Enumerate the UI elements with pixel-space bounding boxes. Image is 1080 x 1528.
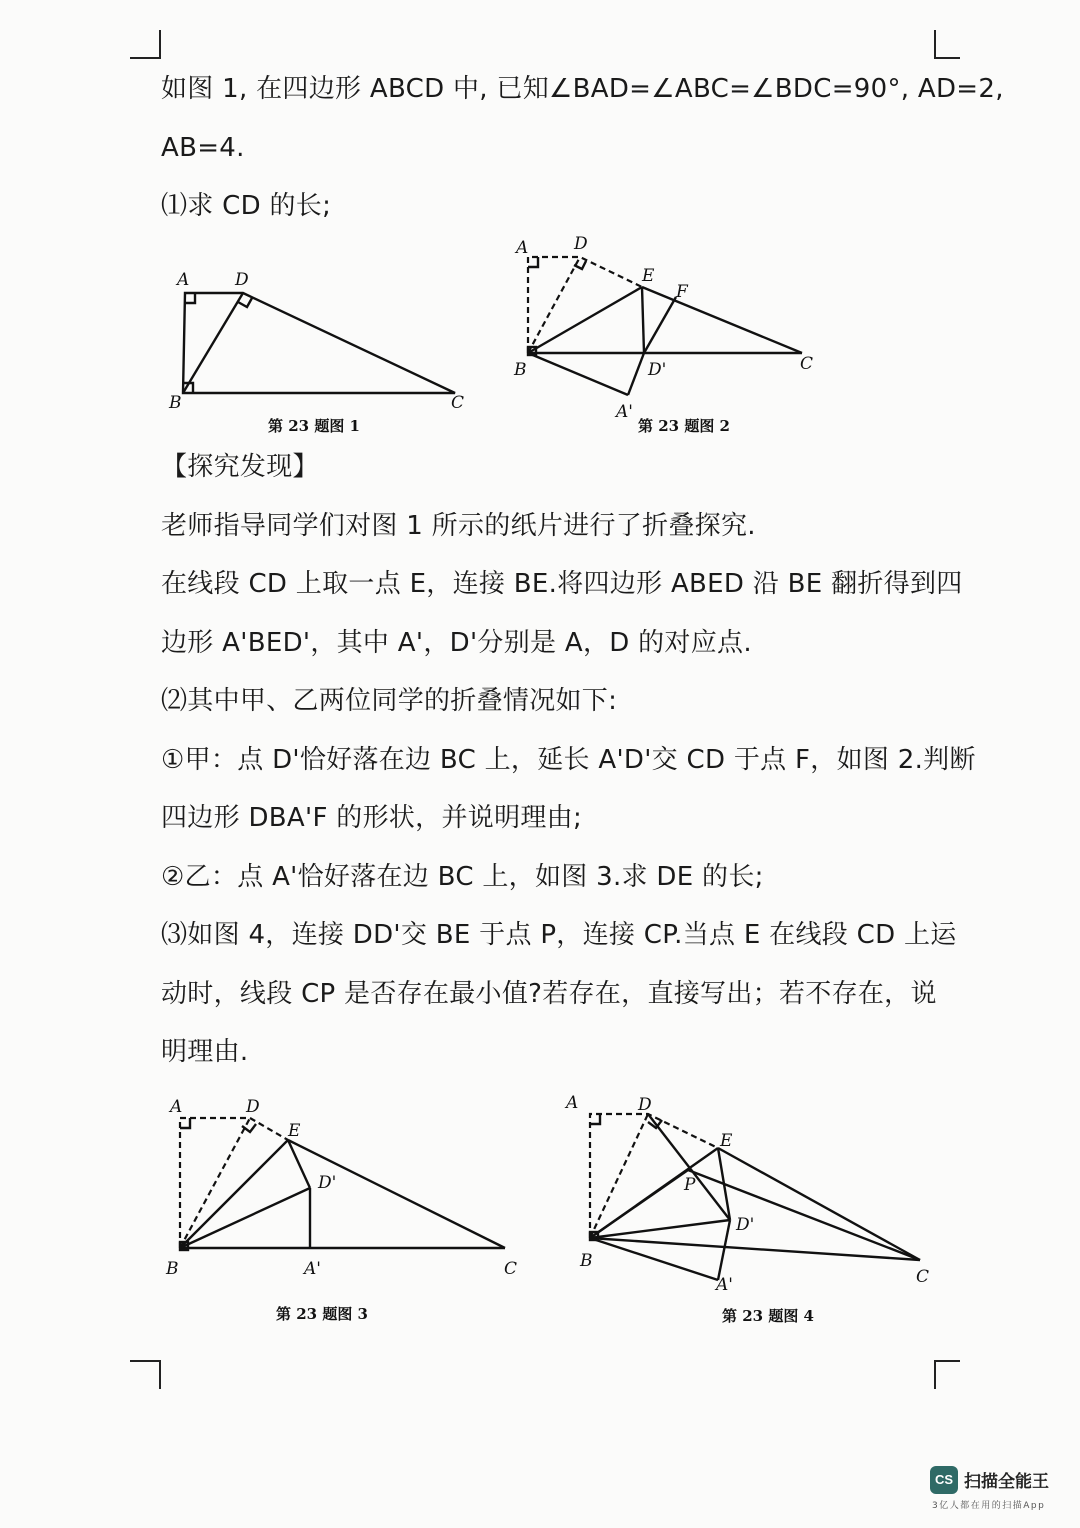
section-title: 【探究发现】 (161, 452, 319, 482)
body-line-3: 边形 A'BED'，其中 A'，D'分别是 A，D 的对应点. (161, 627, 752, 658)
fig3-label-D: D (246, 1097, 260, 1117)
fig2-label-C: C (800, 354, 814, 374)
question-2-1-line-1: ①甲：点 D'恰好落在边 BC 上，延长 A'D'交 CD 于点 F，如图 2.判断 (161, 744, 976, 775)
crop-mark-bottom-right (930, 1355, 970, 1395)
fig2-label-A1: A' (616, 402, 633, 422)
fig4-caption: 第 23 题图 4 (722, 1307, 814, 1325)
fig2-label-A: A (516, 238, 529, 258)
body-line-2: 在线段 CD 上取一点 E，连接 BE.将四边形 ABED 沿 BE 翻折得到四 (161, 569, 963, 599)
fig1-caption: 第 23 题图 1 (268, 417, 360, 435)
figure-3 (160, 1090, 530, 1280)
question-3-line-1: ⑶如图 4，连接 DD'交 BE 于点 P，连接 CP.当点 E 在线段 CD 上运 (161, 920, 957, 950)
problem-intro (161, 60, 1004, 236)
fig2-label-D: D (574, 234, 588, 254)
scanner-watermark (930, 1466, 1070, 1514)
brand-name: 扫描全能王 (964, 1472, 1049, 1492)
fig2-label-F: F (676, 282, 688, 302)
fig1-label-D: D (235, 270, 249, 290)
cs-logo-icon: CS (930, 1466, 958, 1494)
fig3-label-A1: A' (304, 1259, 321, 1279)
fig4-label-C: C (916, 1267, 930, 1287)
fig3-label-E: E (288, 1121, 301, 1141)
fig4-label-A: A (566, 1093, 579, 1113)
body-line-1: 老师指导同学们对图 1 所示的纸片进行了折叠探究. (161, 510, 756, 541)
brand-tagline: 3亿人都在用的扫描App (932, 1501, 1046, 1511)
fig4-label-B: B (580, 1251, 593, 1271)
fig1-label-A: A (177, 270, 190, 290)
fig3-caption: 第 23 题图 3 (276, 1305, 368, 1323)
fig2-label-E: E (642, 266, 655, 286)
question-3-line-3: 明理由. (161, 1037, 249, 1067)
figure-2 (510, 235, 830, 425)
fig3-label-D1: D' (318, 1173, 337, 1193)
fig2-caption: 第 23 题图 2 (638, 417, 730, 435)
question-2-2: ②乙：点 A'恰好落在边 BC 上，如图 3.求 DE 的长; (161, 861, 764, 892)
fig4-label-A1: A' (716, 1275, 733, 1295)
question-3-line-2: 动时，线段 CP 是否存在最小值?若存在，直接写出；若不存在，说 (161, 978, 937, 1009)
fig1-label-B: B (169, 393, 182, 413)
fig3-label-B: B (166, 1259, 179, 1279)
question-2: ⑵其中甲、乙两位同学的折叠情况如下: (161, 686, 618, 716)
crop-mark-bottom-left (130, 1355, 170, 1395)
intro-line-2: AB=4. (161, 132, 245, 163)
fig4-label-P: P (684, 1175, 696, 1195)
fig4-label-D: D (638, 1095, 652, 1115)
question-2-1-line-2: 四边形 DBA'F 的形状，并说明理由; (161, 803, 583, 833)
fig3-label-A: A (170, 1097, 183, 1117)
fig1-label-C: C (451, 393, 465, 413)
intro-line-1: 如图 1, 在四边形 ABCD 中, 已知∠BAD=∠ABC=∠BDC=90°, AD=2, (161, 74, 1004, 104)
question-1: ⑴求 CD 的长; (161, 191, 332, 221)
fig3-label-C: C (504, 1259, 518, 1279)
figure-4 (560, 1090, 940, 1295)
fig4-label-E: E (720, 1131, 733, 1151)
problem-body (161, 438, 976, 1082)
fig4-label-D1: D' (736, 1215, 755, 1235)
fig2-label-B: B (514, 360, 527, 380)
fig2-label-D1: D' (648, 360, 667, 380)
figure-1 (165, 265, 485, 415)
